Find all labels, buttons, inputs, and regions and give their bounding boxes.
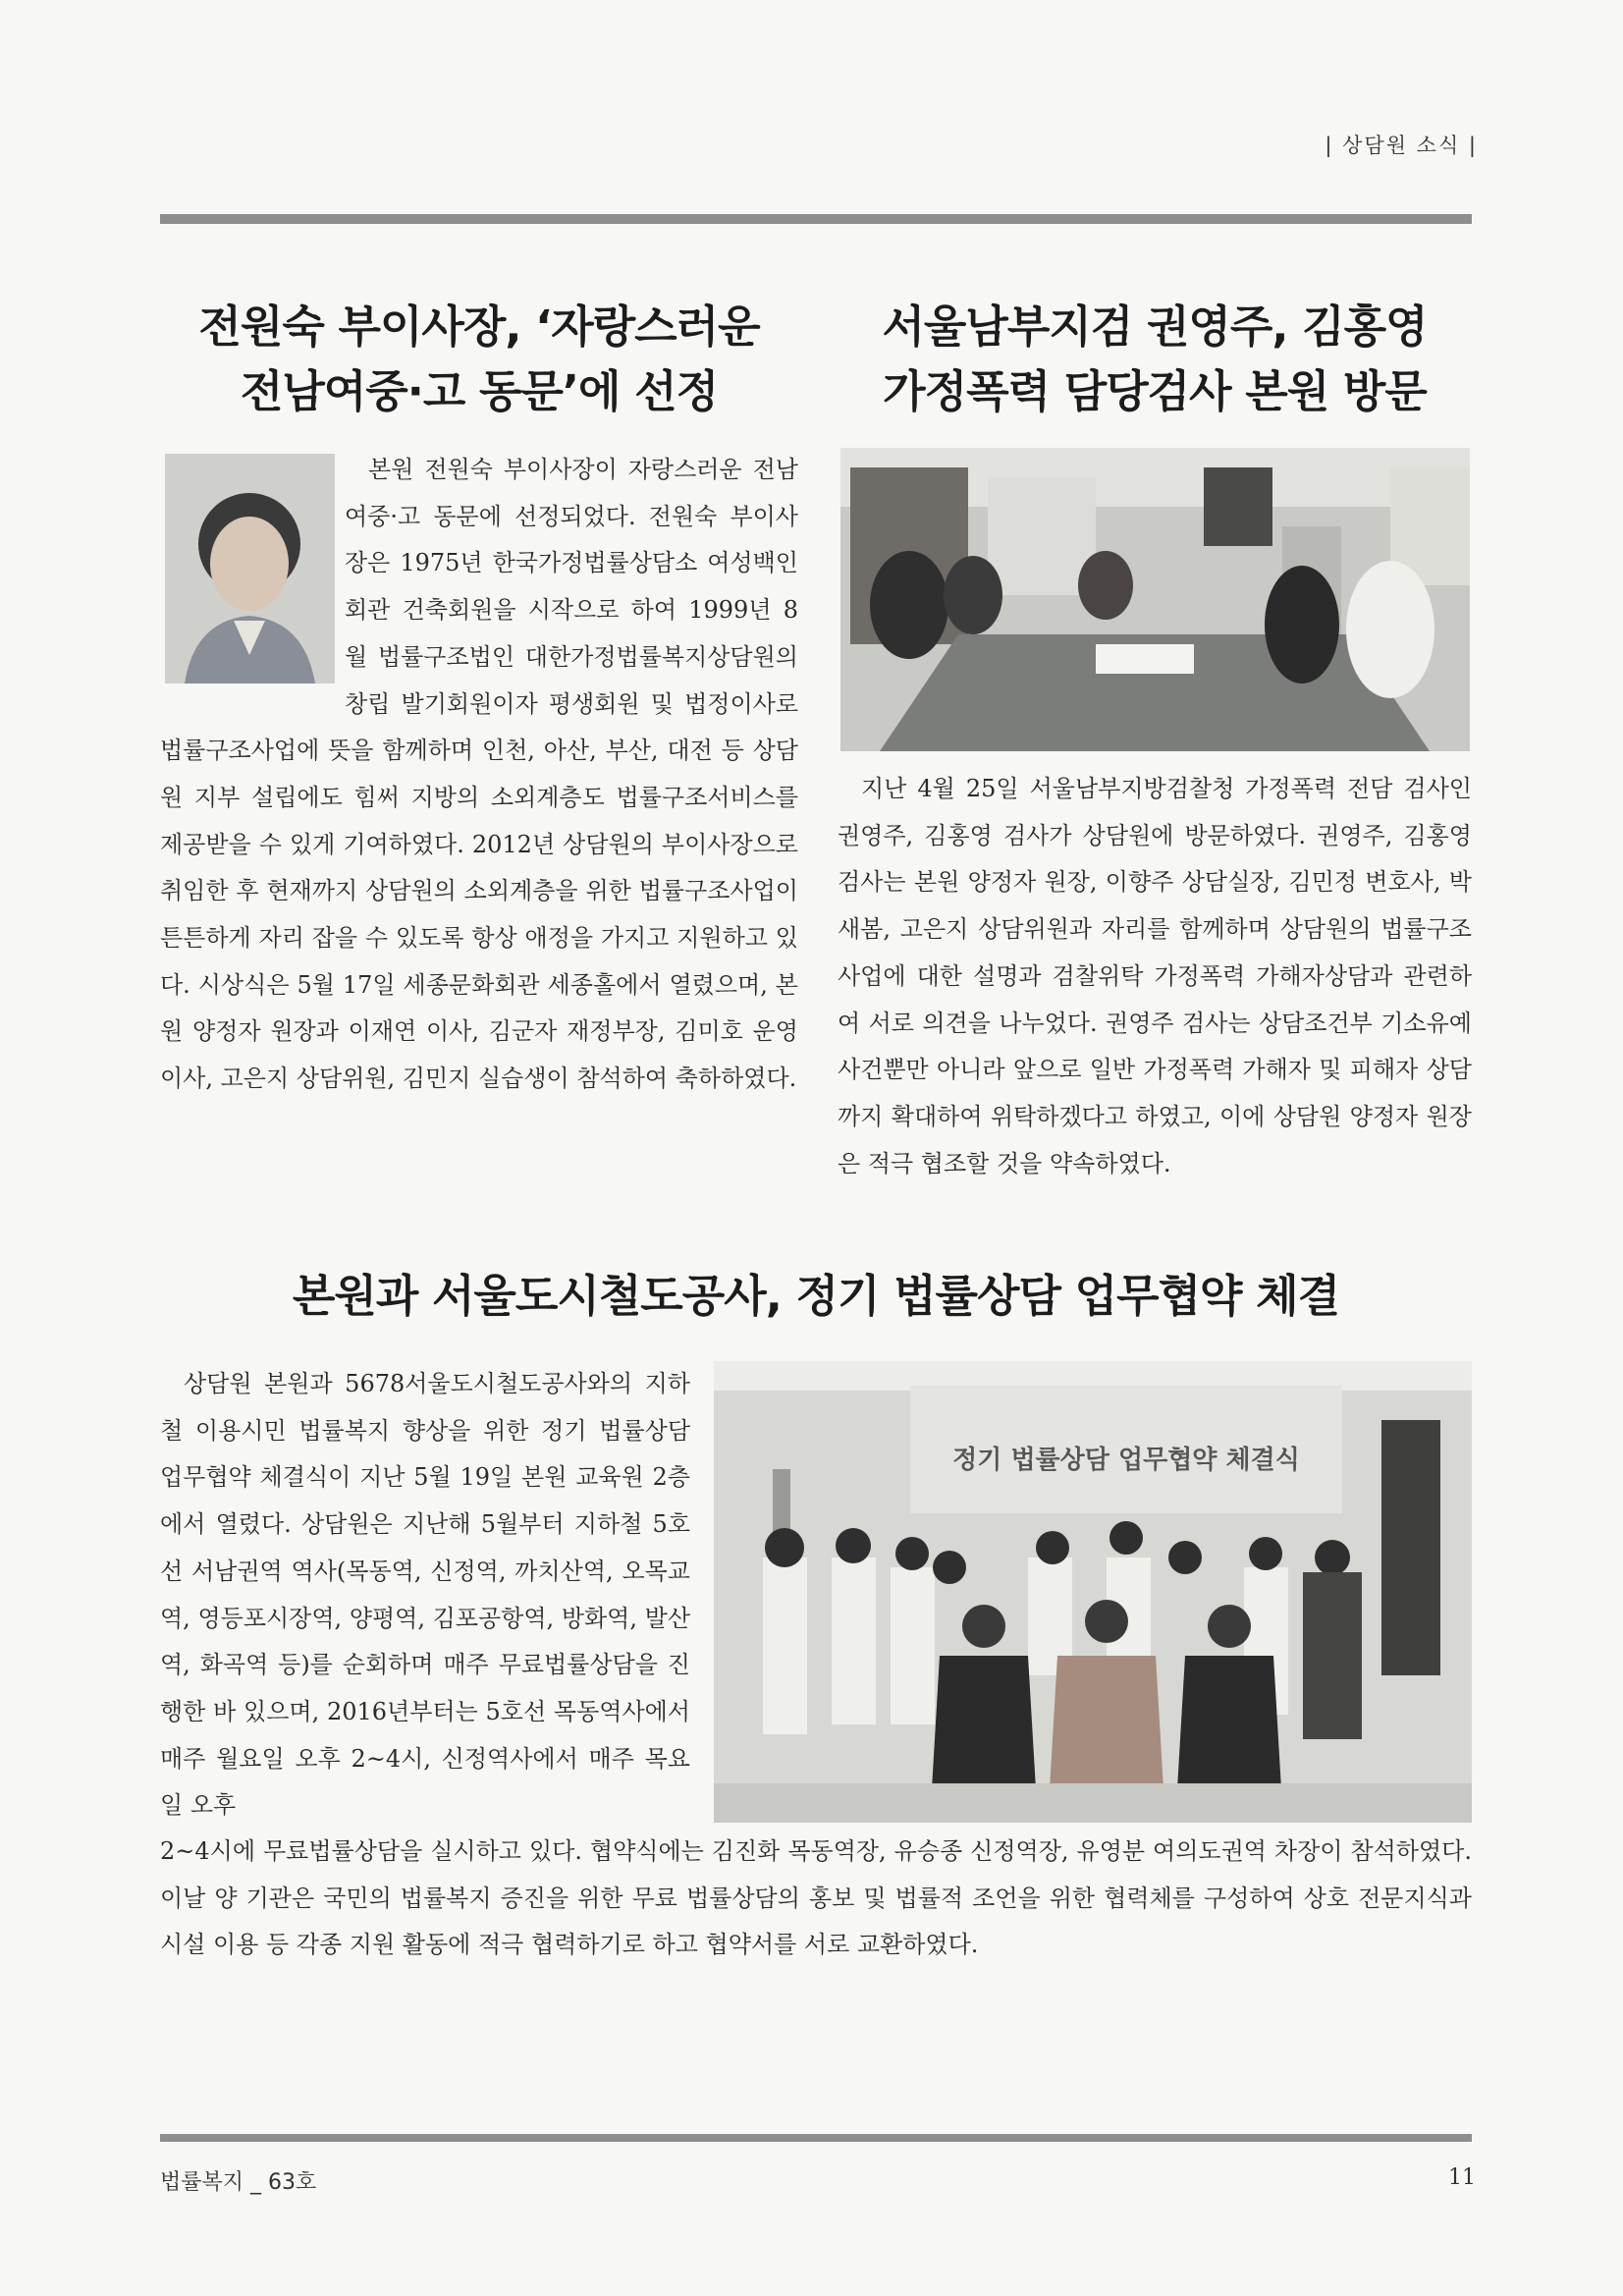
- agreement-ceremony-photo: [714, 1361, 1472, 1823]
- article2-title: [838, 295, 1472, 424]
- article3-paragraph-part2: 2~4시에 무료법률상담을 실시하고 있다. 협약식에는 김진화 목동역장, 유승종 신정역장, 유영분 여의도권역 차장이 참석하였다. 이날 양 기관은 국민의 법률복지 증진을 위한 무료 법률상담의 홍보 및 법률적 조언을 위한 협력체를 구성하여 상호 전문지식과 시설 이용 등 각종 지원 활동에 적극 협력하기로 하고 협약서를 서로 교환하였다.: [160, 1837, 1472, 1959]
- article2-title-line2: 가정폭력 담당검사 본원 방문: [883, 365, 1427, 417]
- article3-title: 본원과 서울도시철도공사, 정기 법률상담 업무협약 체결: [292, 1270, 1340, 1322]
- article1-body: [160, 447, 798, 1103]
- article1-title-line1: 전원숙 부이사장, ‘자랑스러운: [198, 301, 760, 353]
- article2-body: [838, 766, 1472, 1187]
- section-label: | 상담원 소식 |: [1325, 134, 1478, 157]
- article3-paragraph-part1: 상담원 본원과 5678서울도시철도공사와의 지하철 이용시민 법률복지 향상을 위한 정기 법률상담 업무협약 체결식이 지난 5월 19일 본원 교육원 2층에서 열렸다. 상담원은 지난해 5월부터 지하철 5호선 서남권역 역사(목동역, 신정역, 까치산역, 오목교역, 영등포시장역, 양평역, 김포공항역, 방화역, 발산역, 화곡역 등)를 순회하며 매주 무료법률상담을 진행한 바 있으며, 2016년부터는 5호선 목동역사에서 매주 월요일 오후 2~4시, 신정역사에서 매주 목요일 오후: [160, 1370, 690, 1820]
- article1-title-line2: 전남여중·고 동문’에 선정: [240, 365, 719, 417]
- meeting-photo: [840, 448, 1470, 751]
- article1-title: [160, 295, 798, 424]
- article1-paragraph: 본원 전원숙 부이사장이 자랑스러운 전남여중·고 동문에 선정되었다. 전원숙 부이사장은 1975년 한국가정법률상담소 여성백인회관 건축회원을 시작으로 하여 1999년 8월 법률구조법인 대한가정법률복지상담원의 창립 발기회원이자 평생회원 및 법정이사로 법률구조사업에 뜻을 함께하며 인천, 아산, 부산, 대전 등 상담원 지부 설립에도 힘써 지방의 소외계층도 법률구조서비스를 제공받을 수 있게 기여하였다. 2012년 상담원의 부이사장으로 취임한 후 현재까지 상담원의 소외계층을 위한 법률구조사업이 튼튼하게 자리 잡을 수 있도록 항상 애정을 가지고 지원하고 있다. 시상식은 5월 17일 세종문화회관 세종홀에서 열렸으며, 본원 양정자 원장과 이재연 이사, 김군자 재정부장, 김미호 운영이사, 고은지 상담위원, 김민지 실습생이 참석하여 축하하였다.: [160, 456, 798, 1093]
- header-rule: [160, 214, 1472, 224]
- article3-body-full: [160, 1829, 1472, 1969]
- banner-text: 정기 법률상담 업무협약 체결식: [952, 1446, 1300, 1475]
- article2-title-line1: 서울남부지검 권영주, 김홍영: [882, 301, 1428, 353]
- article2-paragraph: 지난 4월 25일 서울남부지방검찰청 가정폭력 전담 검사인 권영주, 김홍영 검사가 상담원에 방문하였다. 권영주, 김홍영 검사는 본원 양정자 원장, 이향주 상담실장, 김민정 변호사, 박새봄, 고은지 상담위원과 자리를 함께하며 상담원의 법률구조사업에 대한 설명과 검찰위탁 가정폭력 가해자상담과 관련하여 서로 의견을 나누었다. 권영주 검사는 상담조건부 기소유예 사건뿐만 아니라 앞으로 일반 가정폭력 가해자 및 피해자 상담까지 확대하여 위탁하겠다고 하였고, 이에 상담원 양정자 원장은 적극 협조할 것을 약속하였다.: [838, 775, 1472, 1177]
- footer-rule: [160, 2134, 1472, 2142]
- article3-body-left: [160, 1361, 690, 1830]
- page-number: 11: [1448, 2165, 1476, 2190]
- issue-label: 법률복지 _ 63호: [160, 2170, 317, 2195]
